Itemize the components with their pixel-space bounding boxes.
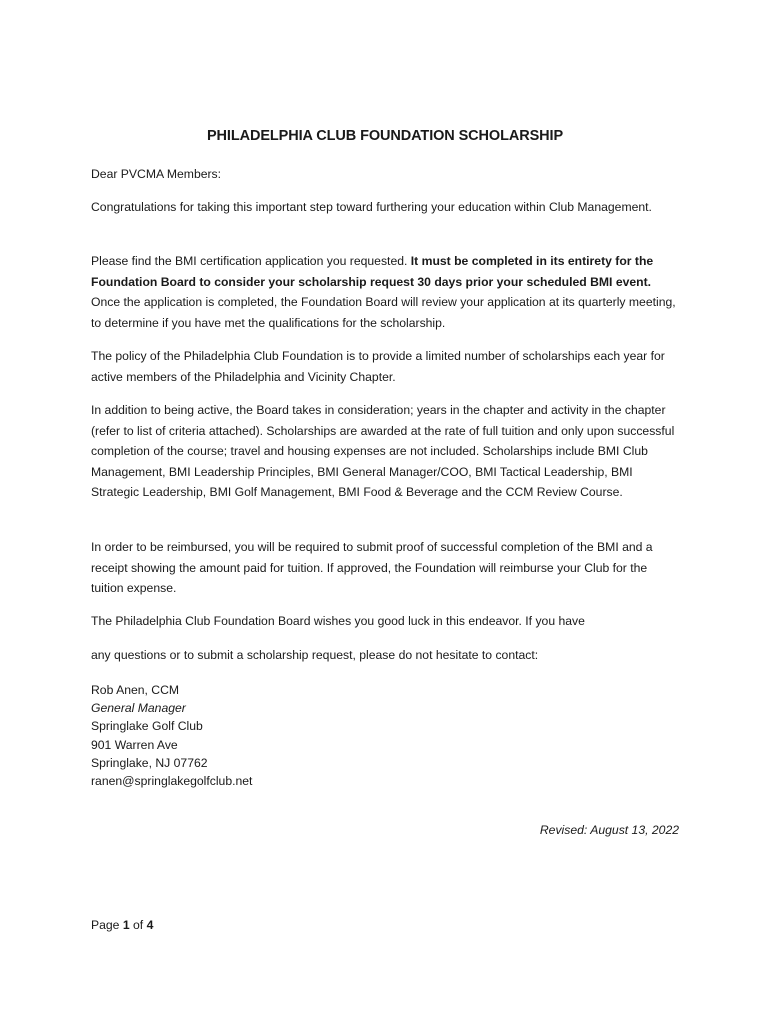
page-label: Page	[91, 918, 123, 932]
application-text-start: Please find the BMI certification application you requested.	[91, 254, 411, 268]
criteria-paragraph: In addition to being active, the Board takes in consideration; years in the chapter and activity in the chapter (refer to list of criteria attached). Scholarships are awarded at the rate of full tuition and only upon successful completion of the course; travel and housing expenses are not included. Scholarships include BMI Club Management, BMI Leadership Principles, BMI General Manager/COO, BMI Tactical Leadership, BMI Strategic Leadership, BMI Golf Management, BMI Food & Beverage and the CCM Review Course.	[91, 403, 675, 499]
application-text-end: Once the application is completed, the Foundation Board will review your application at its quarterly meeting, to determine if you have met the qualifications for the scholarship.	[91, 295, 676, 330]
questions-paragraph: any questions or to submit a scholarship request, please do not hesitate to contact:	[91, 648, 539, 662]
contact-club: Springlake Golf Club	[91, 719, 203, 734]
contact-role: General Manager	[91, 701, 186, 716]
page-total: 4	[146, 918, 154, 932]
page-of-label: of	[129, 918, 147, 932]
application-deadline-bold: It must be completed in its entirety for the Foundation Board to consider your scholarship request 30 days prior your scheduled BMI event.	[91, 254, 654, 289]
intro-paragraph: Congratulations for taking this important step toward furthering your education within Club Management.	[91, 200, 652, 214]
application-paragraph	[91, 251, 683, 333]
page-footer	[91, 918, 153, 932]
revision-date: Revised: August 13, 2022	[539, 823, 679, 837]
page-current: 1	[122, 918, 130, 932]
salutation: Dear PVCMA Members:	[91, 167, 222, 181]
contact-block	[91, 681, 252, 790]
contact-street: 901 Warren Ave	[91, 737, 178, 752]
policy-paragraph: The policy of the Philadelphia Club Foundation is to provide a limited number of scholarships each year for active members of the Philadelphia and Vicinity Chapter.	[91, 349, 665, 384]
contact-email[interactable]: ranen@springlakegolfclub.net	[91, 774, 253, 789]
contact-name: Rob Anen, CCM	[91, 683, 180, 697]
contact-city: Springlake, NJ 07762	[91, 755, 208, 770]
wishes-paragraph: The Philadelphia Club Foundation Board wishes you good luck in this endeavor. If you have	[91, 614, 585, 628]
document-title: PHILADELPHIA CLUB FOUNDATION SCHOLARSHIP	[206, 128, 564, 144]
reimbursement-paragraph: In order to be reimbursed, you will be required to submit proof of successful completion of the BMI and a receipt showing the amount paid for tuition. If approved, the Foundation will reimburse your Club for the tuition expense.	[91, 540, 653, 595]
